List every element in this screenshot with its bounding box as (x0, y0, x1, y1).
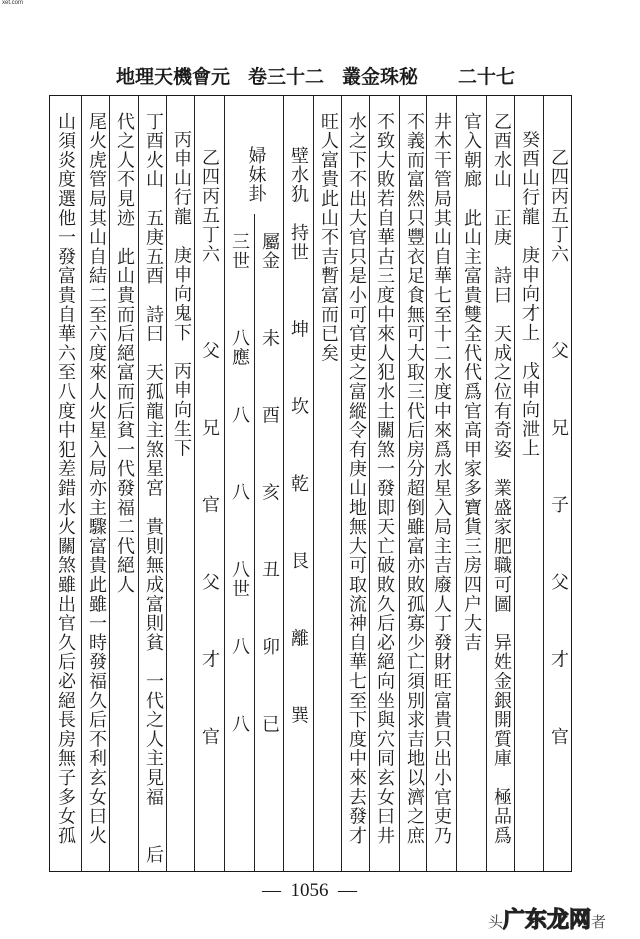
column-text: 水之下不出大官只是小可官吏之富縱令有庚山地無大可取流神自華七至下度中來去發才 (346, 112, 367, 846)
column-4 (456, 96, 486, 871)
column-text: 不致大敗若自華古三度中來人犯水土關煞一發即天亡破敗久后必絕向坐與穴同玄女曰井 (374, 112, 395, 846)
column-17 (81, 96, 109, 871)
leaf-number: 二十七 (458, 66, 516, 88)
running-header (116, 62, 533, 89)
column-text: 屬金 未 酉 亥 丑 卯 已 (259, 232, 280, 734)
column-text: 代之人不見迹 此山貴而后絕富而后貧一代發福二代絕人 (114, 112, 135, 595)
column-14 (166, 96, 194, 871)
text-table (49, 95, 572, 872)
column-3 (486, 96, 514, 871)
column-1 (543, 96, 572, 871)
volume-label: 卷三十二 (248, 66, 325, 88)
column-5 (426, 96, 456, 871)
site-mark: xet.com (2, 0, 24, 6)
watermark-suffix: 者 (591, 913, 607, 931)
column-8 (341, 96, 369, 871)
column-text: 癸酉山行龍 庚申向才上 戊申向泄上 (519, 130, 540, 459)
hexagram-title-cell (224, 96, 283, 214)
column-text: 乙酉水山 正庚 詩曰 天成之位有奇姿 業盛家肥職可圖 异姓金銀開質庫 極品爲 (491, 112, 512, 846)
column-text: 不義而富然只豐衣足食無可大取三代后房分超倒雖富亦敗孤寡少亡須別求吉地以濟之庶 (404, 112, 425, 846)
page-number: — 1056 — (262, 880, 357, 901)
column-text: 乙四丙五丁六 父 兄 官 父 才 官 (199, 148, 220, 747)
column-text: 尾火虎管局其山自結二至六度來人火星入局亦主驟富貴此雖一時發福久后不利玄女曰火 (86, 112, 107, 846)
column-text: 乙四丙五丁六 父 兄 子 父 才 官 (548, 148, 569, 747)
column-text: 旺人富貴此山不吉暫富而已矣 (318, 112, 339, 363)
column-2 (514, 96, 543, 871)
column-13 (194, 96, 224, 871)
watermark (488, 903, 606, 934)
book-title: 地理天機會元 (116, 66, 231, 88)
column-18 (50, 96, 81, 871)
column-10 (283, 96, 313, 871)
hexagram-title: 婦妹卦 (245, 146, 267, 203)
column-11 (254, 214, 283, 871)
column-12 (224, 214, 254, 871)
watermark-brand: 广东龙网 (503, 908, 592, 933)
column-9 (313, 96, 341, 871)
column-16 (109, 96, 138, 871)
column-text: 丙申山行龍 庚申向鬼下 丙申向生下 (171, 130, 192, 459)
column-text: 井木干管局其山自華七至十二水度中來爲水星入局主吉廢人丁發財旺富貴只出小官吏乃 (431, 112, 452, 846)
column-text: 官入朝廊 此山主富貴雙全代代爲官高甲家多寶貨三房四户大吉 (461, 112, 482, 653)
column-15 (138, 96, 166, 871)
column-text: 三世 八應 八 八 八世 八 八 (229, 232, 250, 734)
column-text: 山須炎度選他一發富貴自華六至八度中犯差錯水火關煞雖出官久后必絕長房無子多女孤 (55, 112, 76, 846)
section-title: 叢金珠秘 (342, 66, 419, 88)
column-7 (369, 96, 399, 871)
column-text: 丁酉火山 五庚五酉 詩曰 天孤龍主煞星宮 貴則無成富則貧 一代之人主見福 后 (143, 112, 164, 865)
column-text: 壁水犰 持世 坤 坎 乾 艮 離 巽 (288, 146, 309, 725)
column-6 (399, 96, 426, 871)
watermark-prefix: 头 (488, 913, 504, 931)
